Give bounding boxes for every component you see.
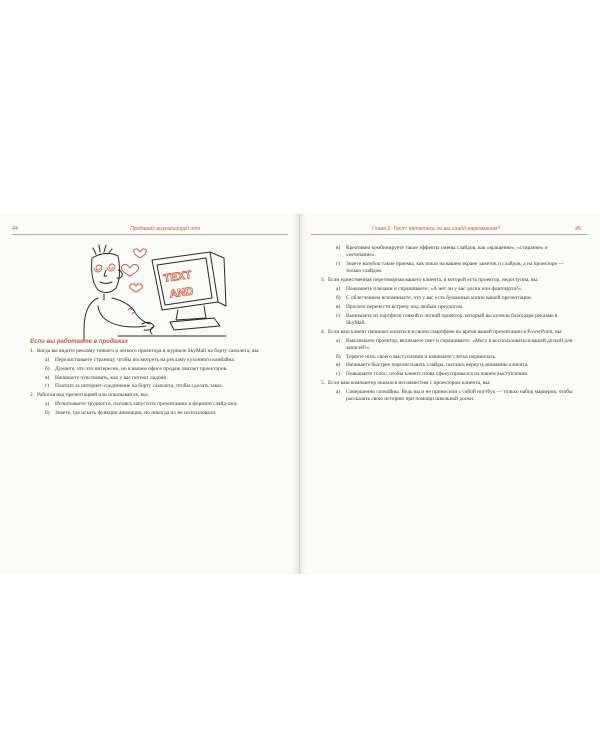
person-at-computer-illustration — [78, 240, 228, 345]
answer-letter: б) — [336, 294, 341, 301]
question-item — [30, 348, 280, 355]
answer-letter: а) — [45, 401, 50, 408]
answer-item — [321, 313, 573, 327]
answer-item — [321, 304, 573, 311]
answer-text: Повышаете голос, чтобы клиент снова сфокусировался на вашем выступлении. — [346, 371, 529, 378]
answer-letter: а) — [45, 357, 50, 363]
screen-text-line-1: TEXT — [162, 269, 193, 285]
answer-letter: г) — [45, 383, 50, 390]
right-question-list — [321, 244, 573, 405]
question-text: Если ваш клиент начинает копаться в своем смартфоне во время вашей презентации в PowerPoint, вы: — [328, 328, 563, 335]
right-running-head: Глава 2. Тест: являетесь ли вы слайд-наркоманом? — [372, 226, 501, 232]
answer-text: Начинаете чувствовать, как у вас потеют ладони. — [55, 374, 168, 381]
answer-text: Просите перенести встречу под любым предлогом. — [346, 303, 464, 310]
answer-letter: а) — [336, 337, 341, 344]
answer-letter: в) — [45, 374, 50, 381]
answer-letter: а) — [336, 388, 341, 395]
left-question-list — [30, 348, 280, 419]
answer-item — [30, 383, 280, 390]
answer-item — [30, 410, 280, 417]
answer-text: Теряете нить своего выступления и начинаете слегка нервничать. — [346, 353, 497, 360]
answer-item — [321, 261, 573, 275]
right-head-rule — [311, 234, 588, 235]
question-number: 1. — [30, 348, 35, 354]
right-page-number: 45 — [575, 226, 581, 232]
answer-letter: а) — [336, 286, 341, 293]
question-text: Если ваш компьютер оказался несовместим с проектором клиента, вы: — [328, 379, 491, 386]
question-number: 2. — [30, 392, 35, 399]
answer-text: Креативно комбинируете такие эффекты смены слайдов, как «вращение», «стирание» и «исчезание». — [346, 245, 548, 259]
answer-item — [321, 362, 573, 369]
answer-text: Думаете, что это интересно, но в вашем офисе продаж хватает проекторов. — [55, 365, 228, 372]
answer-item — [321, 245, 573, 259]
answer-item — [30, 401, 280, 408]
question-number: 3. — [321, 277, 326, 284]
answer-item — [30, 366, 280, 373]
answer-item — [30, 357, 280, 364]
answer-item — [321, 338, 573, 352]
question-text: Если единственная переговорная вашего клиента, в которой есть проектор, недоступна, вы: — [328, 277, 539, 284]
answer-text: Испытываете трудности, пытаясь запустить презентацию в формате слайд-шоу. — [55, 401, 239, 408]
question-item — [321, 329, 573, 336]
answer-text: Знаете назубок такие приемы, как показ на вашем экране заметок и слайдов, а на проекторе — только слайдов. — [346, 261, 564, 275]
answer-letter: б) — [45, 365, 50, 372]
answer-item — [321, 354, 573, 361]
answer-text: Знаете, где искать функции анимации, но никогда их не использовали. — [55, 409, 217, 416]
question-item — [321, 380, 573, 387]
answer-item — [321, 371, 573, 378]
answer-text: Вынимаете из портфеля тонкий и легкий проектор, который вы купили благодаря рекламе в SkyMall. — [346, 312, 558, 326]
answer-letter: в) — [336, 303, 341, 310]
left-page-number: 44 — [12, 226, 18, 232]
section-heading: Если вы работаете в продажах — [30, 339, 129, 345]
question-text: Работая над презентацией или показывая ее, вы: — [37, 392, 149, 399]
answer-text: Платите за интернет-соединение на борту самолета, чтобы сделать заказ. — [55, 383, 224, 390]
left-running-head: Продавай: визуализируй это — [130, 226, 201, 232]
answer-letter: г) — [336, 312, 341, 319]
answer-letter: г) — [336, 371, 341, 378]
book-gutter — [299, 214, 300, 574]
answer-text: Пожимаете плечами и спрашиваете: «А нет ли у вас доски или флипчарта?». — [346, 286, 523, 293]
question-number: 5. — [321, 379, 326, 386]
answer-text: С облегчением вспоминаете, что у вас есть бумажные копии вашей презентации. — [346, 294, 532, 301]
answer-text: Начинаете быстрее перелистывать слайды, пытаясь вернуть внимание клиента. — [346, 362, 529, 369]
answer-letter: б) — [336, 353, 341, 360]
answer-item — [321, 295, 573, 302]
answer-text: Перелистываете страницу, чтобы посмотреть на рекламу кухонного комбайна. — [55, 357, 236, 363]
answer-letter: б) — [45, 409, 50, 416]
answer-item — [321, 286, 573, 293]
question-text: Когда вы видите рекламу тонкого и легкого проектора в журнале SkyMall на борту самолета, вы: — [37, 348, 260, 354]
answer-letter: в) — [336, 245, 341, 252]
question-item — [321, 277, 573, 284]
answer-text: Совершенно спокойны. Ведь вы и не приносили с собой ноутбук — только набор маркеров, чтобы рассказать свою историю при помощи школьной доски. — [346, 388, 573, 403]
answer-letter: в) — [336, 362, 341, 369]
left-head-rule — [12, 234, 288, 235]
question-item — [30, 392, 280, 399]
answer-item — [30, 375, 280, 382]
question-number: 4. — [321, 328, 326, 335]
answer-letter: г) — [336, 261, 341, 268]
answer-text: Выключаете проектор, включаете свет и спрашиваете: «Могу я воспользоваться вашей доской для записей?». — [346, 337, 573, 351]
answer-item — [321, 389, 573, 403]
screen-text-line-2: AND — [168, 285, 195, 301]
